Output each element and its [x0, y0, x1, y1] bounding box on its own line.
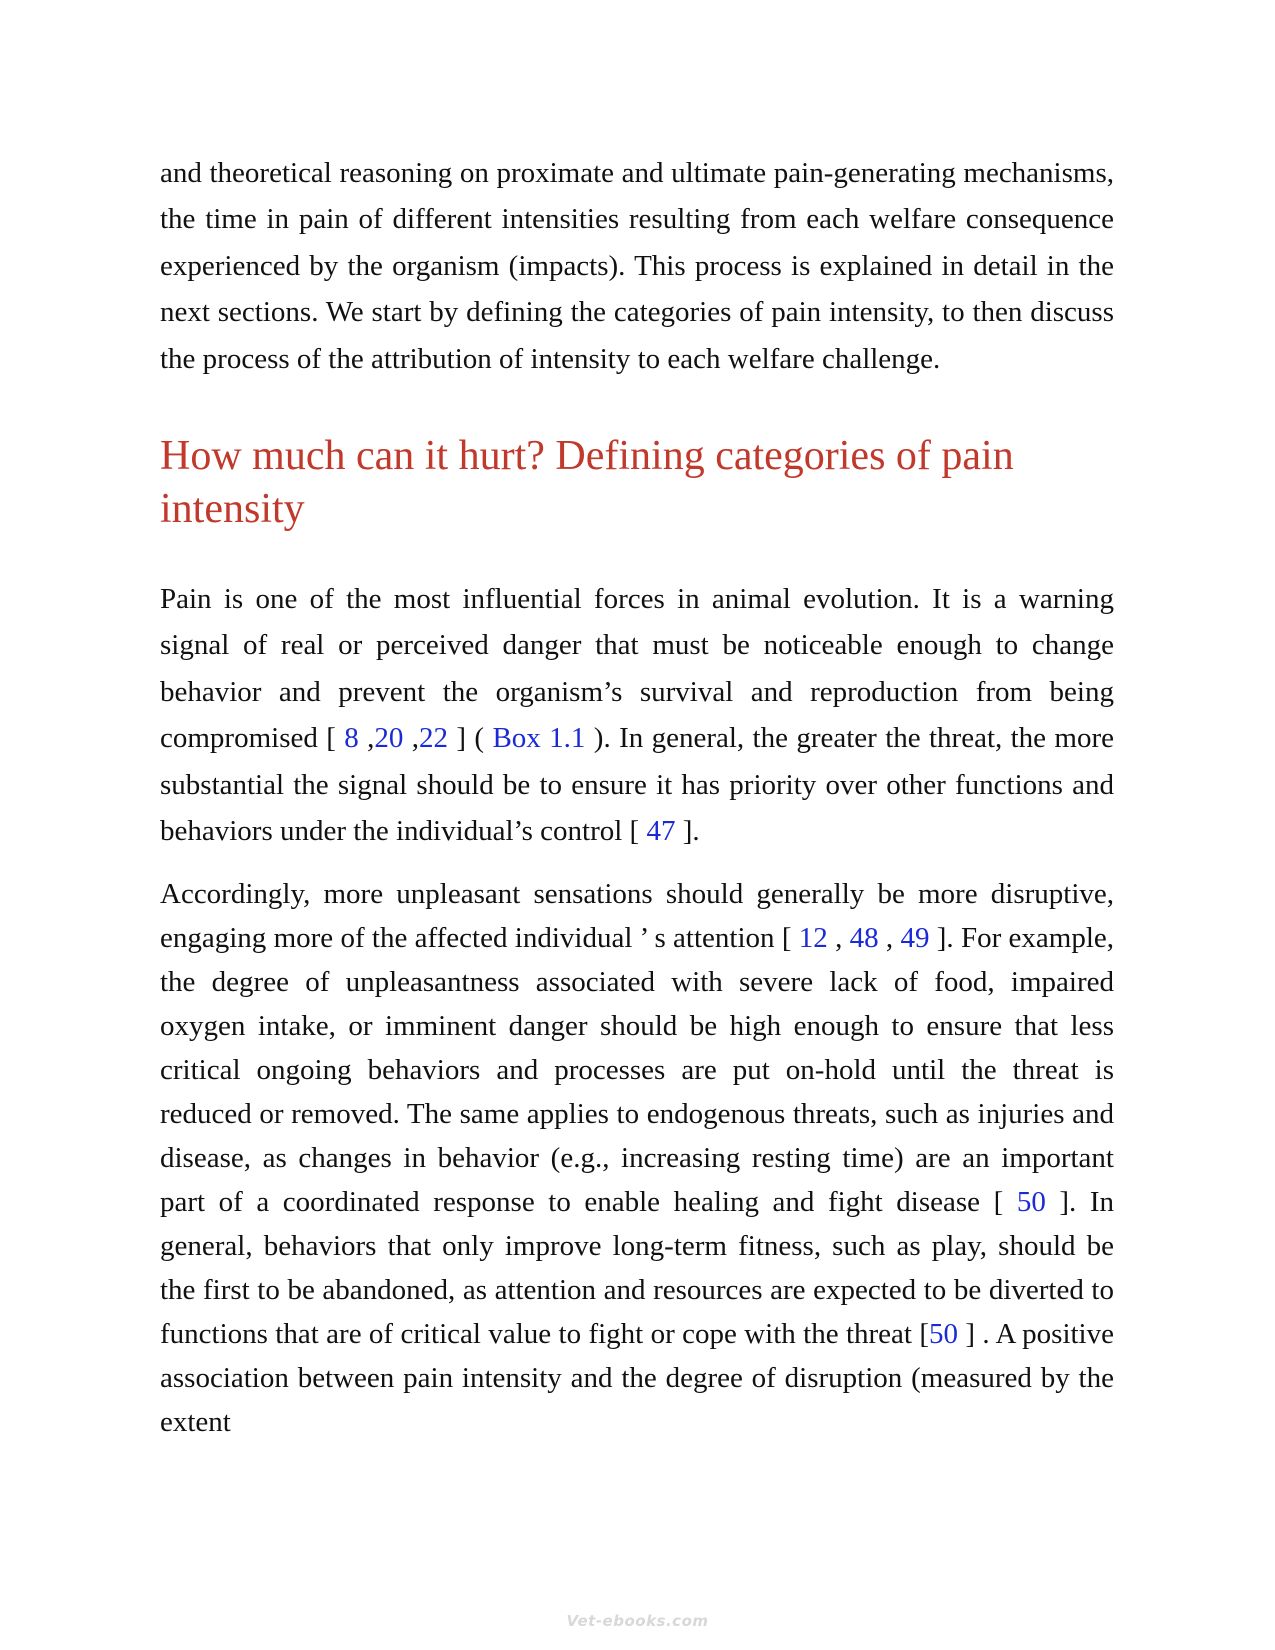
page-content [160, 150, 1114, 1444]
citation-link[interactable]: 12 [798, 922, 828, 955]
text-segment: , [827, 922, 850, 955]
text-segment: ]. In general, behaviors that only improve long-term fitness, such as play, should be the first to be abandoned, as attention and resources are expected to be diverted to functions that are of critical value to fight or cope with the threat [ [160, 1186, 1114, 1351]
citation-link[interactable]: 49 [900, 922, 930, 955]
text-segment: Pain is one of the most influential forces in animal evolution. It is a warning signal of real or perceived danger that must be noticeable enough to change behavior and prevent the organism’s survival and reproduction from being compromised [ [160, 583, 1114, 755]
text-segment: ] ( [448, 722, 493, 755]
text-segment: ] . A positive association between pain intensity and the degree of disruption (measured by the extent [160, 1318, 1114, 1439]
citation-link[interactable]: 47 [646, 815, 676, 848]
citation-link[interactable]: 50 [1016, 1186, 1046, 1219]
paragraph-pain-evolution [160, 576, 1114, 854]
paragraph-disruption [160, 872, 1114, 1444]
section-heading: How much can it hurt? Defining categories of pain intensity [160, 433, 1014, 533]
text-segment: , [403, 722, 420, 755]
citation-link[interactable]: 8 [344, 722, 359, 755]
citation-link[interactable]: 48 [849, 922, 879, 955]
text-segment: ). In general, the greater the threat, the more substantial the signal should be to ensure it has priority over other functions and behaviors under the individual’s control [ [160, 722, 1115, 848]
text-segment: , [358, 722, 375, 755]
text-segment: , [878, 922, 901, 955]
paragraph-intro-text: and theoretical reasoning on proximate and ultimate pain-generating mechanisms, the time in pain of different intensities resulting from each welfare consequence experienced by the organism (impacts). This process is explained in detail in the next sections. We start by defining the categories of pain intensity, to then discuss the process of the attribution of intensity to each welfare challenge. [160, 157, 1114, 375]
text-segment: Accordingly, more unpleasant sensations should generally be more disruptive, engaging more of the affected individual ’ s attention [ [160, 878, 1114, 955]
watermark-logo: Vet-ebooks.com [566, 1612, 709, 1630]
text-segment: ]. For example, the degree of unpleasantness associated with severe lack of food, impaired oxygen intake, or imminent danger should be high enough to ensure that less critical ongoing behaviors and processes are put on-hold until the threat is reduced or removed. The same applies to endogenous threats, such as injuries and disease, as changes in behavior (e.g., increasing resting time) are an important part of a coordinated response to enable healing and fight disease [ [160, 922, 1115, 1219]
citation-link[interactable]: 20 [374, 722, 404, 755]
box-link[interactable]: Box 1.1 [492, 722, 586, 755]
text-segment: ]. [675, 815, 700, 848]
citation-link[interactable]: 22 [419, 722, 449, 755]
paragraph-intro [160, 150, 1114, 382]
citation-link[interactable]: 50 [929, 1318, 959, 1351]
